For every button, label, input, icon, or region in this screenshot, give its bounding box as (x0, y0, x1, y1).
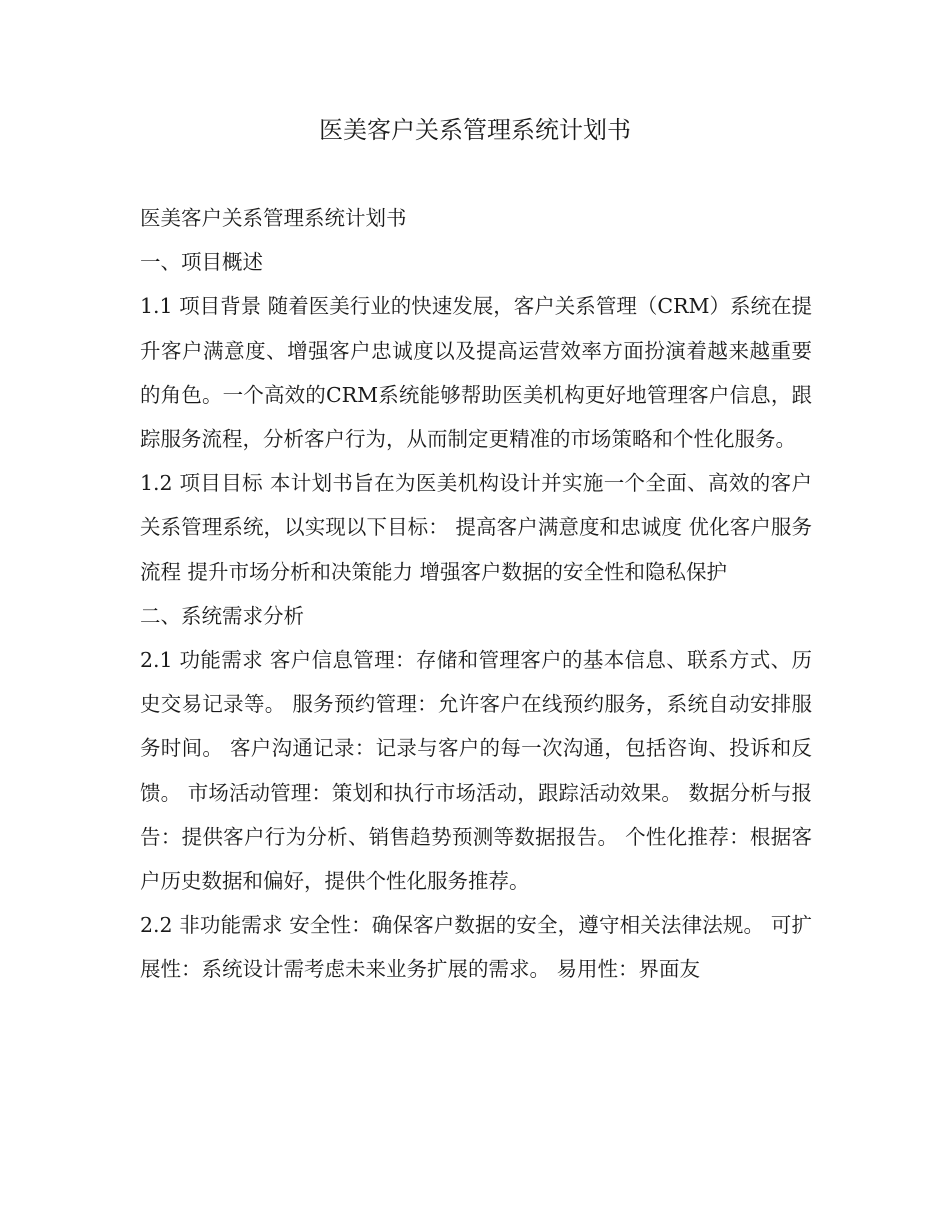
document-body (140, 196, 812, 992)
document-title: 医美客户关系管理系统计划书 (319, 116, 631, 144)
paragraph-functional-requirements: 2.1 功能需求 客户信息管理：存储和管理客户的基本信息、联系方式、历史交易记录等。 服务预约管理：允许客户在线预约服务，系统自动安排服务时间。 客户沟通记录：记录与客户的每一次沟通，包括咨询、投诉和反馈。 市场活动管理：策划和执行市场活动，跟踪活动效果。 数据分析与报告：提供客户行为分析、销售趋势预测等数据报告。 个性化推荐：根据客户历史数据和偏好，提供个性化服务推荐。 (140, 648, 812, 894)
paragraph-nonfunctional-requirements: 2.2 非功能需求 安全性：确保客户数据的安全，遵守相关法律法规。 可扩展性：系统设计需考虑未来业务扩展的需求。 易用性：界面友 (140, 913, 812, 982)
subtitle-paragraph: 医美客户关系管理系统计划书 (140, 206, 407, 230)
paragraph-project-background: 1.1 项目背景 随着医美行业的快速发展，客户关系管理（CRM）系统在提升客户满意度、增强客户忠诚度以及提高运营效率方面扮演着越来越重要的角色。一个高效的CRM系统能够帮助医美机构更好地管理客户信息，跟踪服务流程，分析客户行为，从而制定更精准的市场策略和个性化服务。 (140, 294, 812, 452)
paragraph-project-goals: 1.2 项目目标 本计划书旨在为医美机构设计并实施一个全面、高效的客户关系管理系统，以实现以下目标： 提高客户满意度和忠诚度 优化客户服务流程 提升市场分析和决策能力 增强客户数据的安全性和隐私保护 (140, 471, 812, 584)
section-heading-overview: 一、项目概述 (140, 250, 263, 275)
section-heading-requirements: 二、系统需求分析 (140, 603, 304, 628)
